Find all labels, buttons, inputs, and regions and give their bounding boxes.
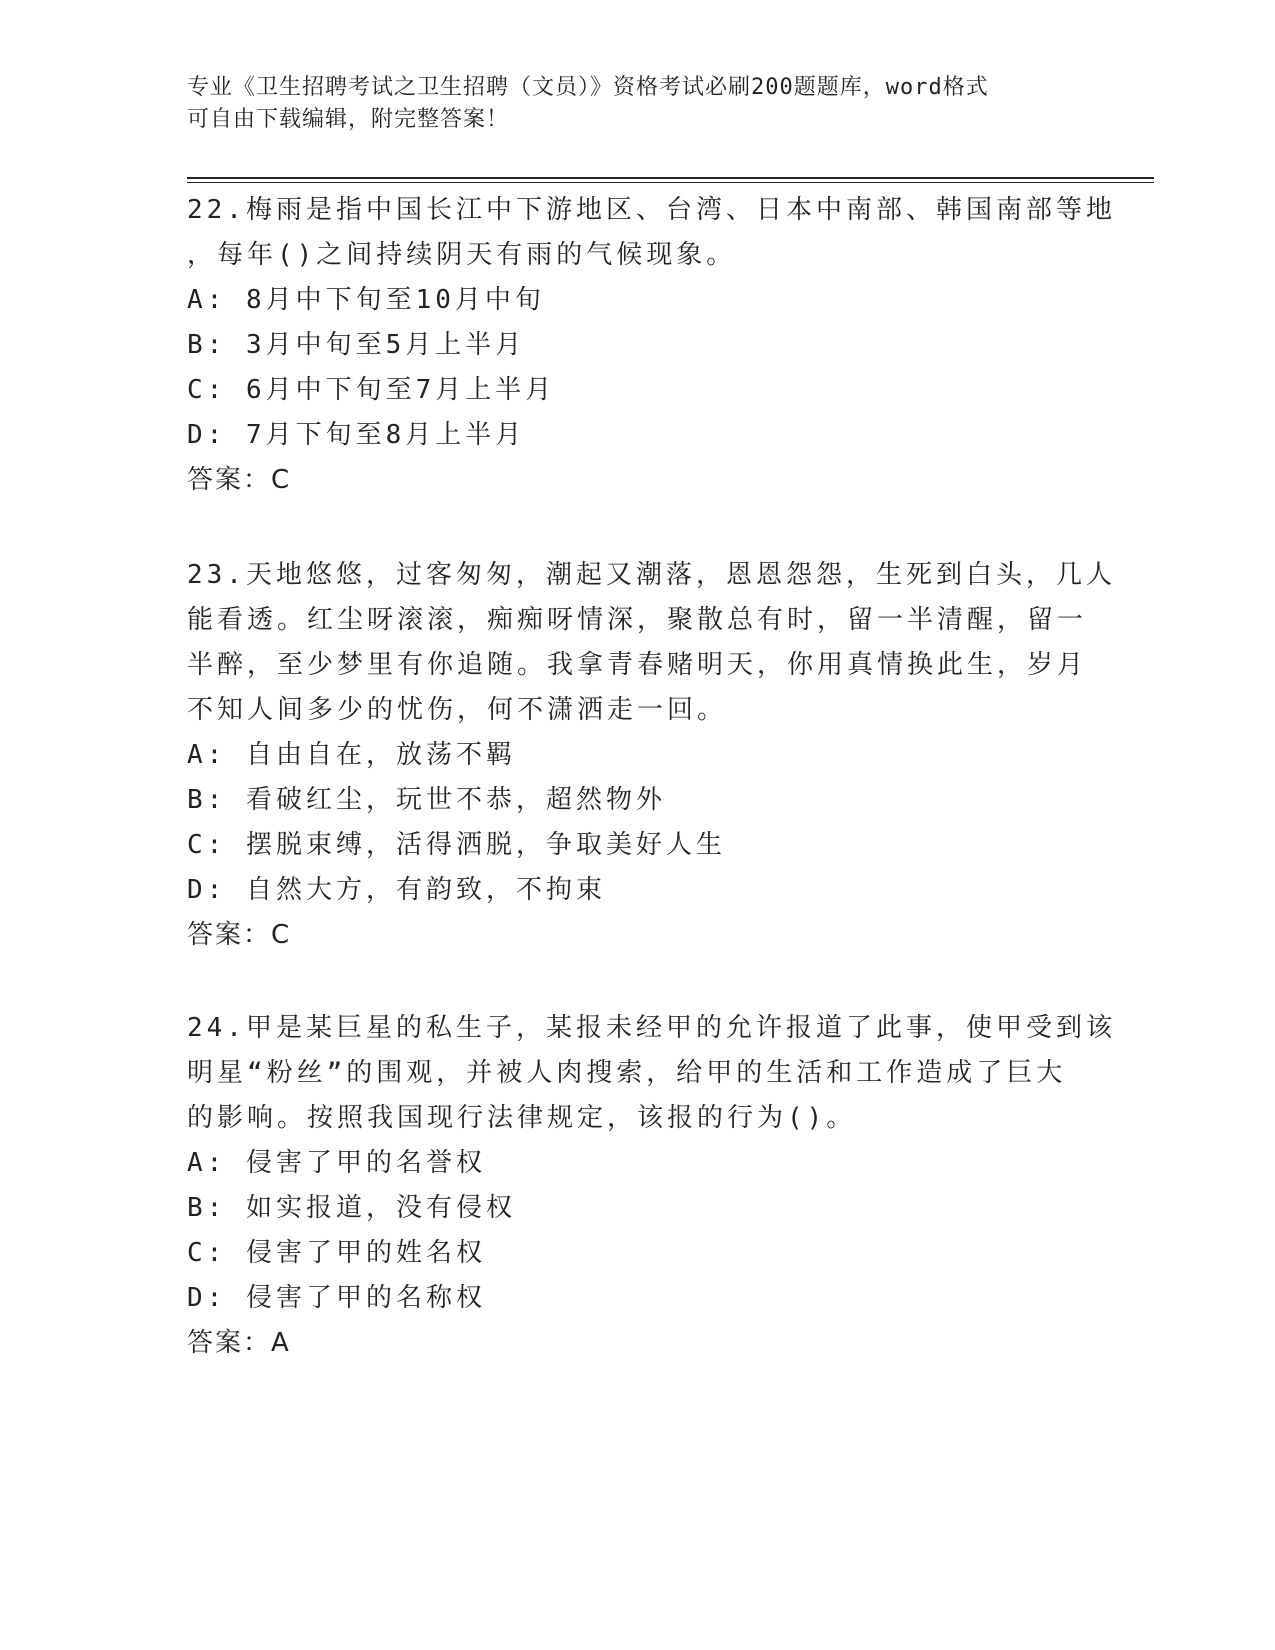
option-c: C: 6月中下旬至7月上半月	[187, 375, 556, 405]
option-b: B: 如实报道，没有侵权	[187, 1193, 516, 1223]
answer-line: 答案：C	[187, 920, 292, 950]
option-d: D: 侵害了甲的名称权	[187, 1283, 486, 1313]
option-b: B: 看破红尘，玩世不恭，超然物外	[187, 785, 666, 815]
question-block	[187, 188, 1116, 503]
option-a: A: 自由自在，放荡不羁	[187, 740, 516, 770]
question-block	[187, 1006, 1116, 1366]
question-stem: 能看透。红尘呀滚滚，痴痴呀情深，聚散总有时，留一半清醒，留一	[187, 605, 1088, 635]
header-line: 可自由下载编辑，附完整答案！	[187, 107, 510, 132]
option-a: A: 8月中下旬至10月中旬	[187, 285, 545, 315]
option-b: B: 3月中旬至5月上半月	[187, 330, 526, 360]
option-a: A: 侵害了甲的名誉权	[187, 1148, 486, 1178]
question-stem: 明星“粉丝”的围观，并被人肉搜索，给甲的生活和工作造成了巨大	[187, 1058, 1067, 1088]
answer-line: 答案：C	[187, 465, 292, 495]
header-line: 专业《卫生招聘考试之卫生招聘（文员）》资格考试必刷200题题库，word格式	[187, 75, 989, 100]
question-stem: 24.甲是某巨星的私生子，某报未经甲的允许报道了此事，使甲受到该	[187, 1013, 1116, 1043]
question-stem: 半醉，至少梦里有你追随。我拿青春赌明天，你用真情换此生，岁月	[187, 650, 1088, 680]
document-header	[187, 72, 1087, 136]
option-d: D: 自然大方，有韵致，不拘束	[187, 875, 606, 905]
question-stem: 23.天地悠悠，过客匆匆，潮起又潮落，恩恩怨怨，生死到白头，几人	[187, 560, 1116, 590]
answer-line: 答案：A	[187, 1328, 291, 1358]
question-block	[187, 553, 1116, 958]
question-stem: 22.梅雨是指中国长江中下游地区、台湾、日本中南部、韩国南部等地	[187, 195, 1116, 225]
question-stem: 的影响。按照我国现行法律规定，该报的行为()。	[187, 1103, 857, 1133]
question-stem: 不知人间多少的忧伤，何不潇洒走一回。	[187, 695, 728, 725]
question-stem: ，每年()之间持续阴天有雨的气候现象。	[187, 240, 737, 270]
header-divider	[187, 177, 1154, 179]
option-c: C: 侵害了甲的姓名权	[187, 1238, 486, 1268]
header-divider	[187, 182, 1154, 183]
option-d: D: 7月下旬至8月上半月	[187, 420, 526, 450]
option-c: C: 摆脱束缚，活得洒脱，争取美好人生	[187, 830, 726, 860]
